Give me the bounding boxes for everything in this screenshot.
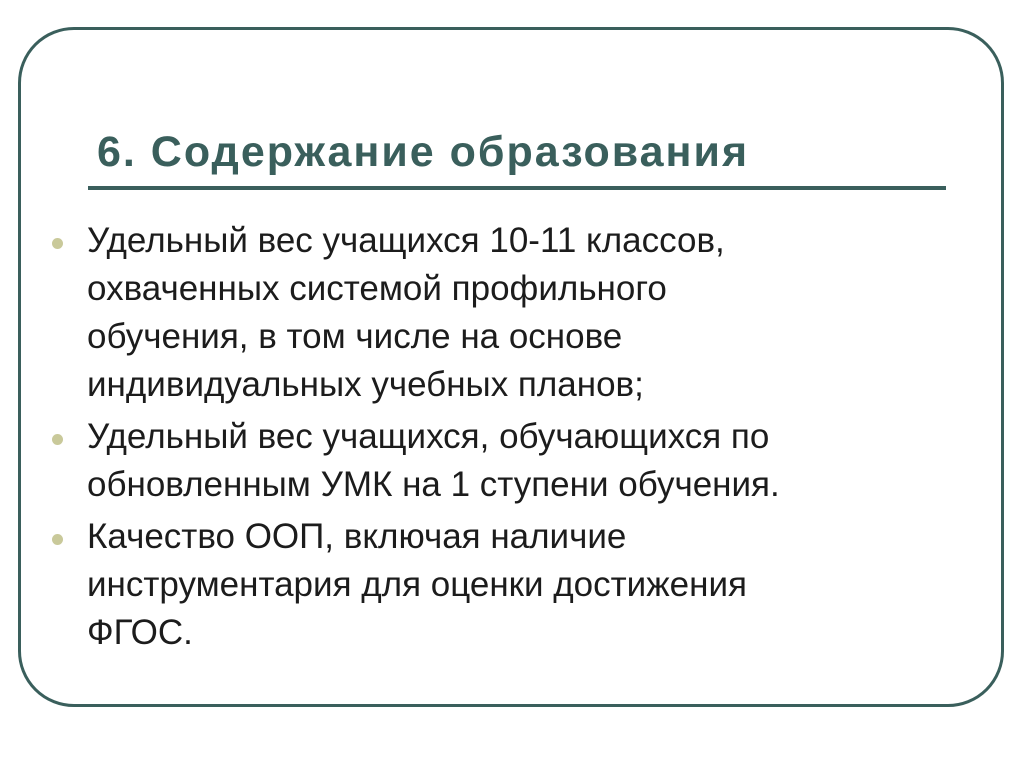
bullet-dot-icon	[52, 434, 63, 445]
bullet-text: Качество ООП, включая наличие инструментария для оценки достижения ФГОС.	[87, 517, 747, 652]
bullet-dot-icon	[52, 534, 63, 545]
title-underline	[88, 186, 946, 190]
bullet-item	[52, 413, 972, 509]
slide-title: 6. Содержание образования	[97, 128, 750, 176]
bullet-item	[52, 217, 972, 409]
bullet-dot-icon	[52, 238, 63, 249]
bullet-text: Удельный вес учащихся, обучающихся по обновленным УМК на 1 ступени обучения.	[87, 417, 780, 504]
bullet-item	[52, 513, 972, 657]
bullet-text: Удельный вес учащихся 10-11 классов, охваченных системой профильного обучения, в том числе на основе индивидуальных учебных планов;	[87, 221, 725, 404]
bullet-list	[52, 217, 972, 661]
